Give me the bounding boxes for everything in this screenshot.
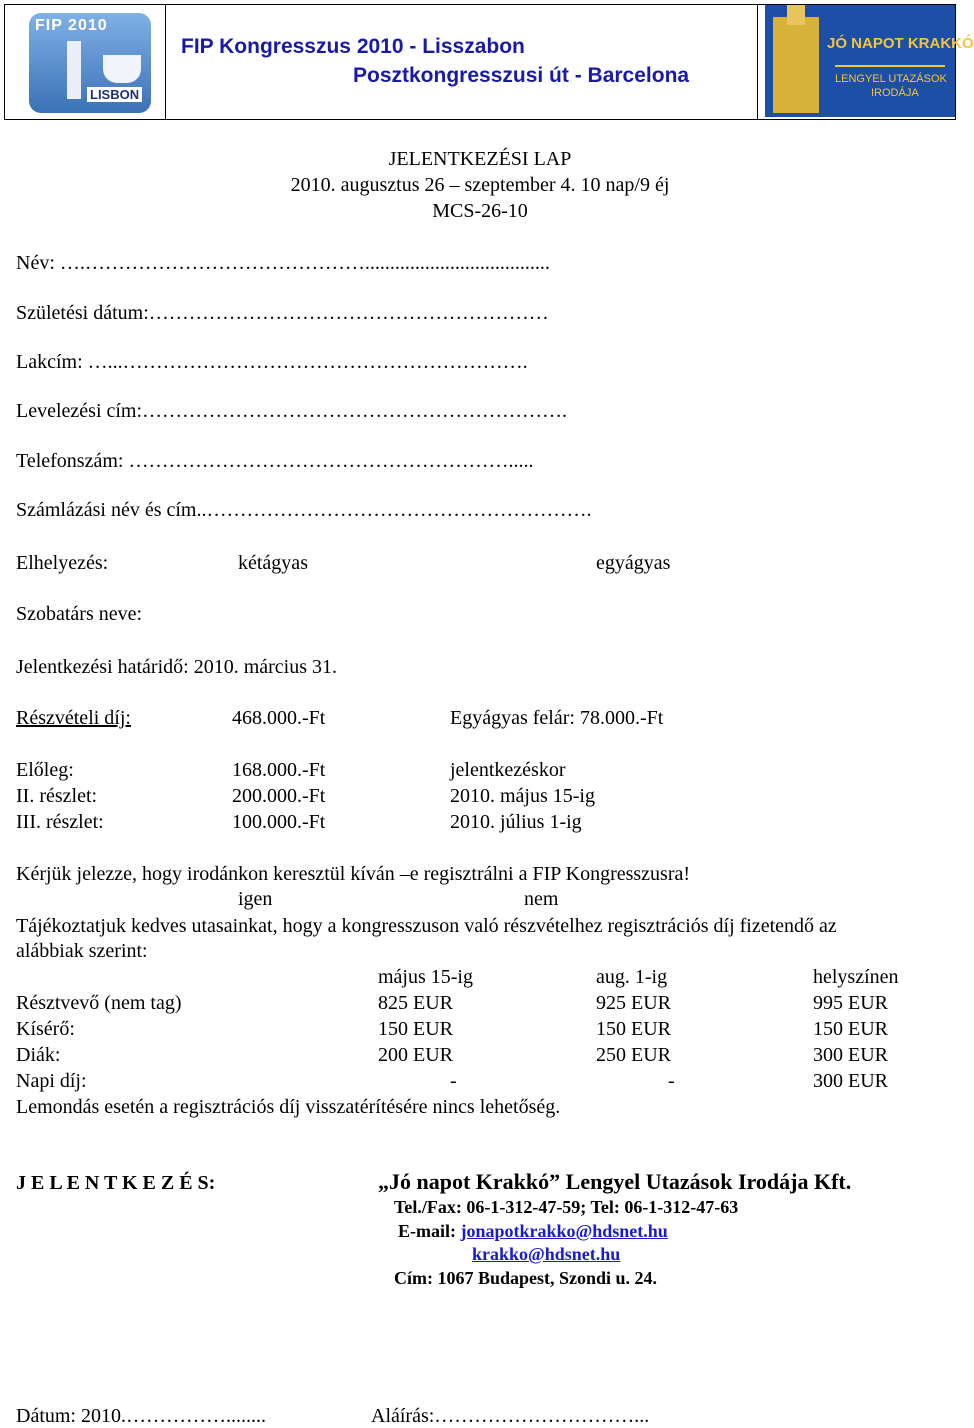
header [4,4,974,120]
fee-cell: 150 EUR [813,1018,888,1040]
email-link-1[interactable]: jonapotkrakko@hdsnet.hu [460,1221,668,1241]
fee-cell: 300 EUR [813,1044,888,1066]
registration-label: J E L E N T K E Z É S: [16,1172,216,1194]
header-title-line2: Posztkongresszusi út - Barcelona [353,64,690,87]
signature-field[interactable]: Aláírás:…………………………... [371,1405,650,1427]
krakko-logo-line2: LENGYEL UTAZÁSOK [835,73,947,85]
fee-row-label: Diák: [16,1044,61,1066]
payment-due: 2010. július 1-ig [450,811,582,833]
yes-option[interactable] [238,888,272,911]
deadline-text: Jelentkezési határidő: 2010. március 31. [16,656,338,678]
ship-graphic [103,55,141,83]
email-link-2[interactable]: krakko@hdsnet.hu [472,1244,621,1264]
cancellation-note: Lemondás esetén a regisztrációs díj visszatérítésére nincs lehetőség. [16,1096,561,1118]
fee-row-label: Kísérő: [16,1018,75,1040]
date-field[interactable]: Dátum: 2010.……………........ [16,1405,266,1427]
church-spire-graphic [787,5,805,25]
fee-label: Részvételi díj: [16,707,131,729]
header-left-cell [5,5,166,119]
fee-cell: 825 EUR [378,992,453,1014]
email-row [398,1221,668,1242]
address-field[interactable]: Lakcím: …...……………………………………………………. [16,351,528,373]
no-option[interactable] [524,888,558,911]
fee-cell: - [668,1070,675,1092]
krakko-logo-title: JÓ NAPOT KRAKKÓ [827,35,974,52]
trip-dates: 2010. augusztus 26 – szeptember 4. 10 nap/9 éj [290,174,670,196]
payment-amount: 200.000.-Ft [232,785,326,807]
info-line1: Tájékoztatjuk kedves utasainkat, hogy a kongresszuson való részvételhez regisztrációs díj fizetendő az [16,915,837,937]
single-room-option[interactable] [596,552,670,575]
fee-cell: 925 EUR [596,992,671,1014]
logo-divider [835,65,945,67]
company-name: „Jó napot Krakkó” Lengyel Utazások Irodája Kft. [378,1169,852,1194]
fee-cell: - [450,1070,457,1092]
fee-cell: 250 EUR [596,1044,671,1066]
fee-cell: 300 EUR [813,1070,888,1092]
fip-lisbon-logo [29,13,151,113]
payment-amount: 100.000.-Ft [232,811,326,833]
single-supplement: Egyágyas felár: 78.000.-Ft [450,707,664,729]
jo-napot-krakko-logo [765,5,974,117]
krakko-logo-line3: IRODÁJA [871,87,919,99]
accommodation-label: Elhelyezés: [16,552,109,574]
single-room-label: egyágyas [596,552,671,574]
payment-due: 2010. május 15-ig [450,785,595,807]
fee-column-header: aug. 1-ig [596,966,668,988]
fee-column-header: helyszínen [813,966,899,988]
church-graphic [773,17,819,113]
no-label: nem [524,888,559,910]
fee-column-header: május 15-ig [378,966,473,988]
tower-graphic [67,41,81,99]
payment-label: II. részlet: [16,785,98,807]
contact-phone: Tel./Fax: 06-1-312-47-59; Tel: 06-1-312-47-63 [394,1197,739,1217]
header-right-cell [757,5,974,119]
fee-cell: 150 EUR [596,1018,671,1040]
contact-address: Cím: 1067 Budapest, Szondi u. 24. [394,1268,658,1288]
info-line2: alábbiak szerint: [16,940,148,962]
fip-logo-text: FIP 2010 [35,17,108,34]
fee-amount: 468.000.-Ft [232,707,326,729]
phone-field[interactable]: Telefonszám: …………………………………………………..... [16,450,534,472]
header-title-line1: FIP Kongresszus 2010 - Lisszabon [181,35,525,58]
yes-label: igen [238,888,273,910]
payment-label: Előleg: [16,759,74,781]
roommate-label: Szobatárs neve: [16,603,143,625]
fee-cell: 150 EUR [378,1018,453,1040]
fee-row-label: Napi díj: [16,1070,87,1092]
name-field[interactable]: Név: ….……………………………………..................................... [16,252,550,274]
form-title: JELENTKEZÉSI LAP [388,148,572,170]
billing-field[interactable]: Számlázási név és cím..…………………………………………………. [16,499,592,521]
header-title-cell [165,5,758,119]
mailing-address-field[interactable]: Levelezési cím:………………………………………………………. [16,400,568,422]
fee-cell: 995 EUR [813,992,888,1014]
payment-label: III. részlet: [16,811,104,833]
payment-amount: 168.000.-Ft [232,759,326,781]
double-room-option[interactable] [238,552,308,575]
register-question: Kérjük jelezze, hogy irodánkon keresztül kíván –e regisztrálni a FIP Kongresszusra! [16,863,691,885]
payment-due: jelentkezéskor [450,759,566,781]
trip-code: MCS-26-10 [432,200,528,222]
email-label: E-mail: [398,1221,456,1241]
lisbon-logo-text: LISBON [87,87,142,102]
fee-row-label: Résztvevő (nem tag) [16,992,182,1014]
double-room-label: kétágyas [238,552,308,574]
birth-date-field[interactable]: Születési dátum:…………………………………………………… [16,302,549,324]
fee-cell: 200 EUR [378,1044,453,1066]
